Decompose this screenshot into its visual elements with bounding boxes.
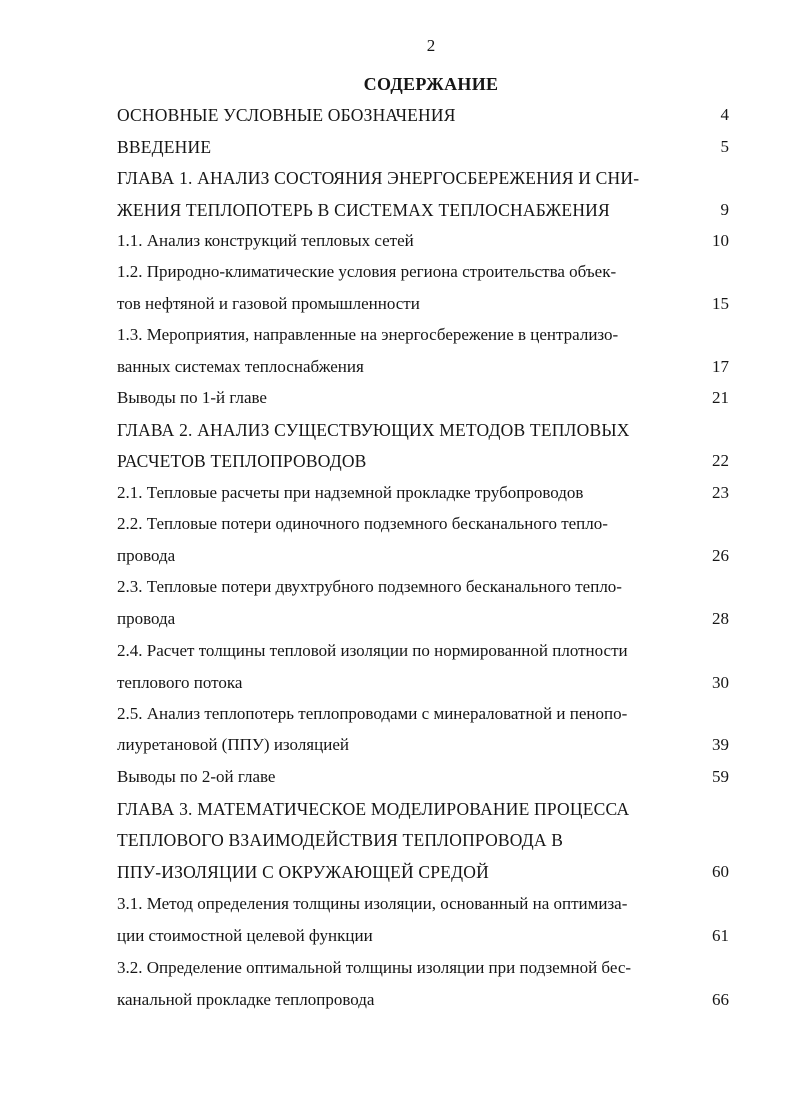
toc-entry-text: теплового потока xyxy=(117,673,243,692)
toc-entry-text: 2.4. Расчет толщины тепловой изоляции по нормированной плотности xyxy=(117,641,628,660)
toc-entry-text: провода xyxy=(117,546,176,565)
toc-entry-text: 3.1. Метод определения толщины изоляции, основанный на оптимиза- xyxy=(117,894,628,913)
toc-entry-page: 61 xyxy=(712,926,729,945)
toc-entry-page: 5 xyxy=(720,137,729,156)
toc-entry-text: тов нефтяной и газовой промышленности xyxy=(117,294,420,313)
toc-entry-text: 2.3. Тепловые потери двухтрубного подземного бесканального тепло- xyxy=(117,577,622,596)
toc-entry-text: Выводы по 2-ой главе xyxy=(117,767,276,786)
toc-entry-text: 1.2. Природно-климатические условия региона строительства объек- xyxy=(117,262,617,281)
toc-entry-text: провода xyxy=(117,609,176,628)
toc-entry-text: ванных системах теплоснабжения xyxy=(117,357,364,376)
toc-entry-text: ГЛАВА 1. АНАЛИЗ СОСТОЯНИЯ ЭНЕРГОСБЕРЕЖЕНИЯ И СНИ- xyxy=(117,168,640,188)
toc-entry-text: канальной прокладке теплопровода xyxy=(117,990,375,1009)
toc-entry-page: 28 xyxy=(712,609,729,628)
toc-entry-page: 66 xyxy=(712,990,729,1009)
toc-entry-text: 2.5. Анализ теплопотерь теплопроводами с минераловатной и пенопо- xyxy=(117,704,628,723)
toc-entry-text: лиуретановой (ППУ) изоляцией xyxy=(117,735,349,754)
toc-entry-page: 15 xyxy=(712,294,729,313)
toc-entry-text: 2.1. Тепловые расчеты при надземной прокладке трубопроводов xyxy=(117,483,584,502)
toc-entry-text: ППУ-ИЗОЛЯЦИИ С ОКРУЖАЮЩЕЙ СРЕДОЙ xyxy=(117,862,489,882)
toc-title: СОДЕРЖАНИЕ xyxy=(363,74,499,94)
toc-entry-text: ГЛАВА 3. МАТЕМАТИЧЕСКОЕ МОДЕЛИРОВАНИЕ ПРОЦЕССА xyxy=(117,799,630,819)
toc-entry-text: 3.2. Определение оптимальной толщины изоляции при подземной бес- xyxy=(117,958,632,977)
toc-entry-page: 39 xyxy=(712,735,729,754)
toc-entry-page: 26 xyxy=(712,546,729,565)
toc-entry-text: ОСНОВНЫЕ УСЛОВНЫЕ ОБОЗНАЧЕНИЯ xyxy=(117,105,456,125)
toc-entry-page: 21 xyxy=(712,388,729,407)
toc-entry-text: Выводы по 1-й главе xyxy=(117,388,267,407)
toc-entry-text: ТЕПЛОВОГО ВЗАИМОДЕЙСТВИЯ ТЕПЛОПРОВОДА В xyxy=(117,830,564,850)
toc-entry-text: РАСЧЕТОВ ТЕПЛОПРОВОДОВ xyxy=(117,451,367,471)
toc-entry-page: 60 xyxy=(712,862,729,881)
toc-entry-page: 10 xyxy=(712,231,729,250)
toc-entry-text: 1.1. Анализ конструкций тепловых сетей xyxy=(117,231,414,250)
toc-entry-page: 30 xyxy=(712,673,729,692)
page-number: 2 xyxy=(426,36,436,55)
toc-entry-page: 22 xyxy=(712,451,729,470)
toc-entry-text: ВВЕДЕНИЕ xyxy=(117,137,212,157)
toc-entry-text: 2.2. Тепловые потери одиночного подземного бесканального тепло- xyxy=(117,514,608,533)
toc-entry-text: 1.3. Мероприятия, направленные на энергосбережение в централизо- xyxy=(117,325,619,344)
toc-entry-text: ции стоимостной целевой функции xyxy=(117,926,373,945)
toc-entry-text: ГЛАВА 2. АНАЛИЗ СУЩЕСТВУЮЩИХ МЕТОДОВ ТЕПЛОВЫХ xyxy=(117,420,630,440)
toc-entry-page: 9 xyxy=(720,200,729,219)
toc-entry-text: ЖЕНИЯ ТЕПЛОПОТЕРЬ В СИСТЕМАХ ТЕПЛОСНАБЖЕНИЯ xyxy=(117,200,610,220)
toc-entry-page: 17 xyxy=(712,357,729,376)
toc-entry-page: 59 xyxy=(712,767,729,786)
toc-entry-page: 23 xyxy=(712,483,729,502)
toc-entry-page: 4 xyxy=(720,105,729,124)
